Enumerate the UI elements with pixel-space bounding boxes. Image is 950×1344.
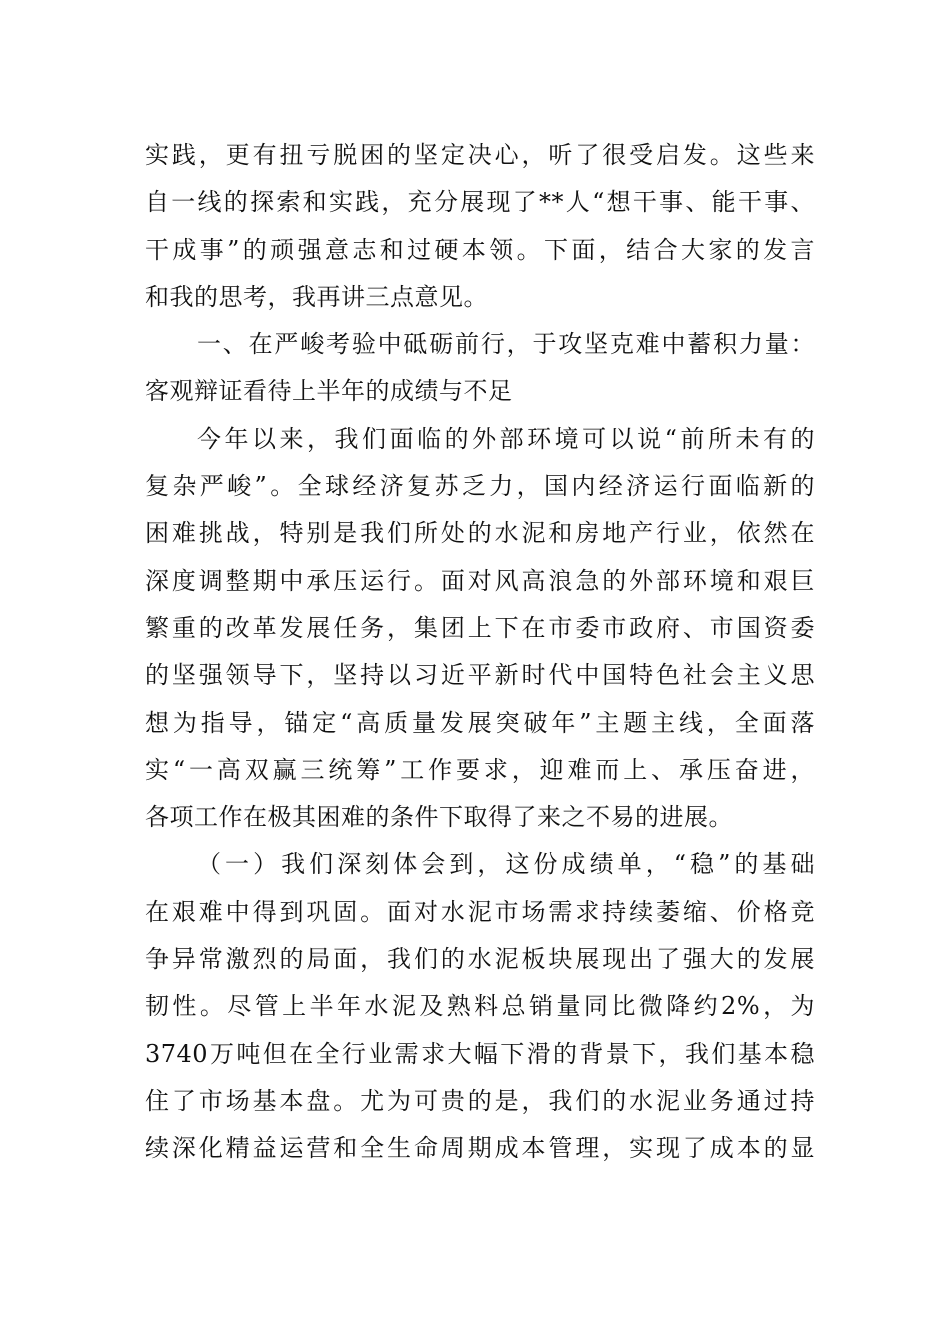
text-line: 续深化精益运营和全生命周期成本管理，实现了成本的显 — [145, 1134, 815, 1163]
text-line: 复杂严峻”。全球经济复苏乏力，国内经济运行面临新的 — [145, 472, 815, 501]
text-line: 自一线的探索和实践，充分展现了**人“想干事、能干事、 — [145, 188, 815, 217]
body-text — [145, 132, 815, 1173]
text-line: 想为指导，锚定“高质量发展突破年”主题主线，全面落 — [145, 708, 815, 737]
text-line: 干成事”的顽强意志和过硬本领。下面，结合大家的发言 — [145, 235, 815, 264]
text-line: （一）我们深刻体会到，这份成绩单，“稳”的基础 — [197, 850, 815, 879]
text-line: 的坚强领导下，坚持以习近平新时代中国特色社会主义思 — [145, 661, 815, 690]
text-line: 繁重的改革发展任务，集团上下在市委市政府、市国资委 — [145, 613, 815, 642]
text-line: 争异常激烈的局面，我们的水泥板块展现出了强大的发展 — [145, 945, 815, 974]
text-line: 在艰难中得到巩固。面对水泥市场需求持续萎缩、价格竞 — [145, 897, 815, 926]
text-line: 韧性。尽管上半年水泥及熟料总销量同比微降约2%，为 — [145, 992, 815, 1021]
text-line: 今年以来，我们面临的外部环境可以说“前所未有的 — [197, 424, 815, 453]
text-line: 一、在严峻考验中砥砺前行，于攻坚克难中蓄积力量： — [197, 330, 815, 359]
text-line: 和我的思考，我再讲三点意见。 — [145, 282, 488, 311]
text-line: 各项工作在极其困难的条件下取得了来之不易的进展。 — [145, 803, 733, 832]
text-line: 深度调整期中承压运行。面对风高浪急的外部环境和艰巨 — [145, 566, 815, 595]
text-line: 3740万吨但在全行业需求大幅下滑的背景下，我们基本稳 — [145, 1039, 815, 1068]
text-line: 住了市场基本盘。尤为可贵的是，我们的水泥业务通过持 — [145, 1086, 815, 1115]
text-line: 困难挑战，特别是我们所处的水泥和房地产行业，依然在 — [145, 519, 815, 548]
text-line: 客观辩证看待上半年的成绩与不足 — [145, 377, 513, 406]
text-line: 实“一高双赢三统筹”工作要求，迎难而上、承压奋进， — [145, 755, 815, 784]
text-line: 实践，更有扭亏脱困的坚定决心，听了很受启发。这些来 — [145, 141, 815, 169]
